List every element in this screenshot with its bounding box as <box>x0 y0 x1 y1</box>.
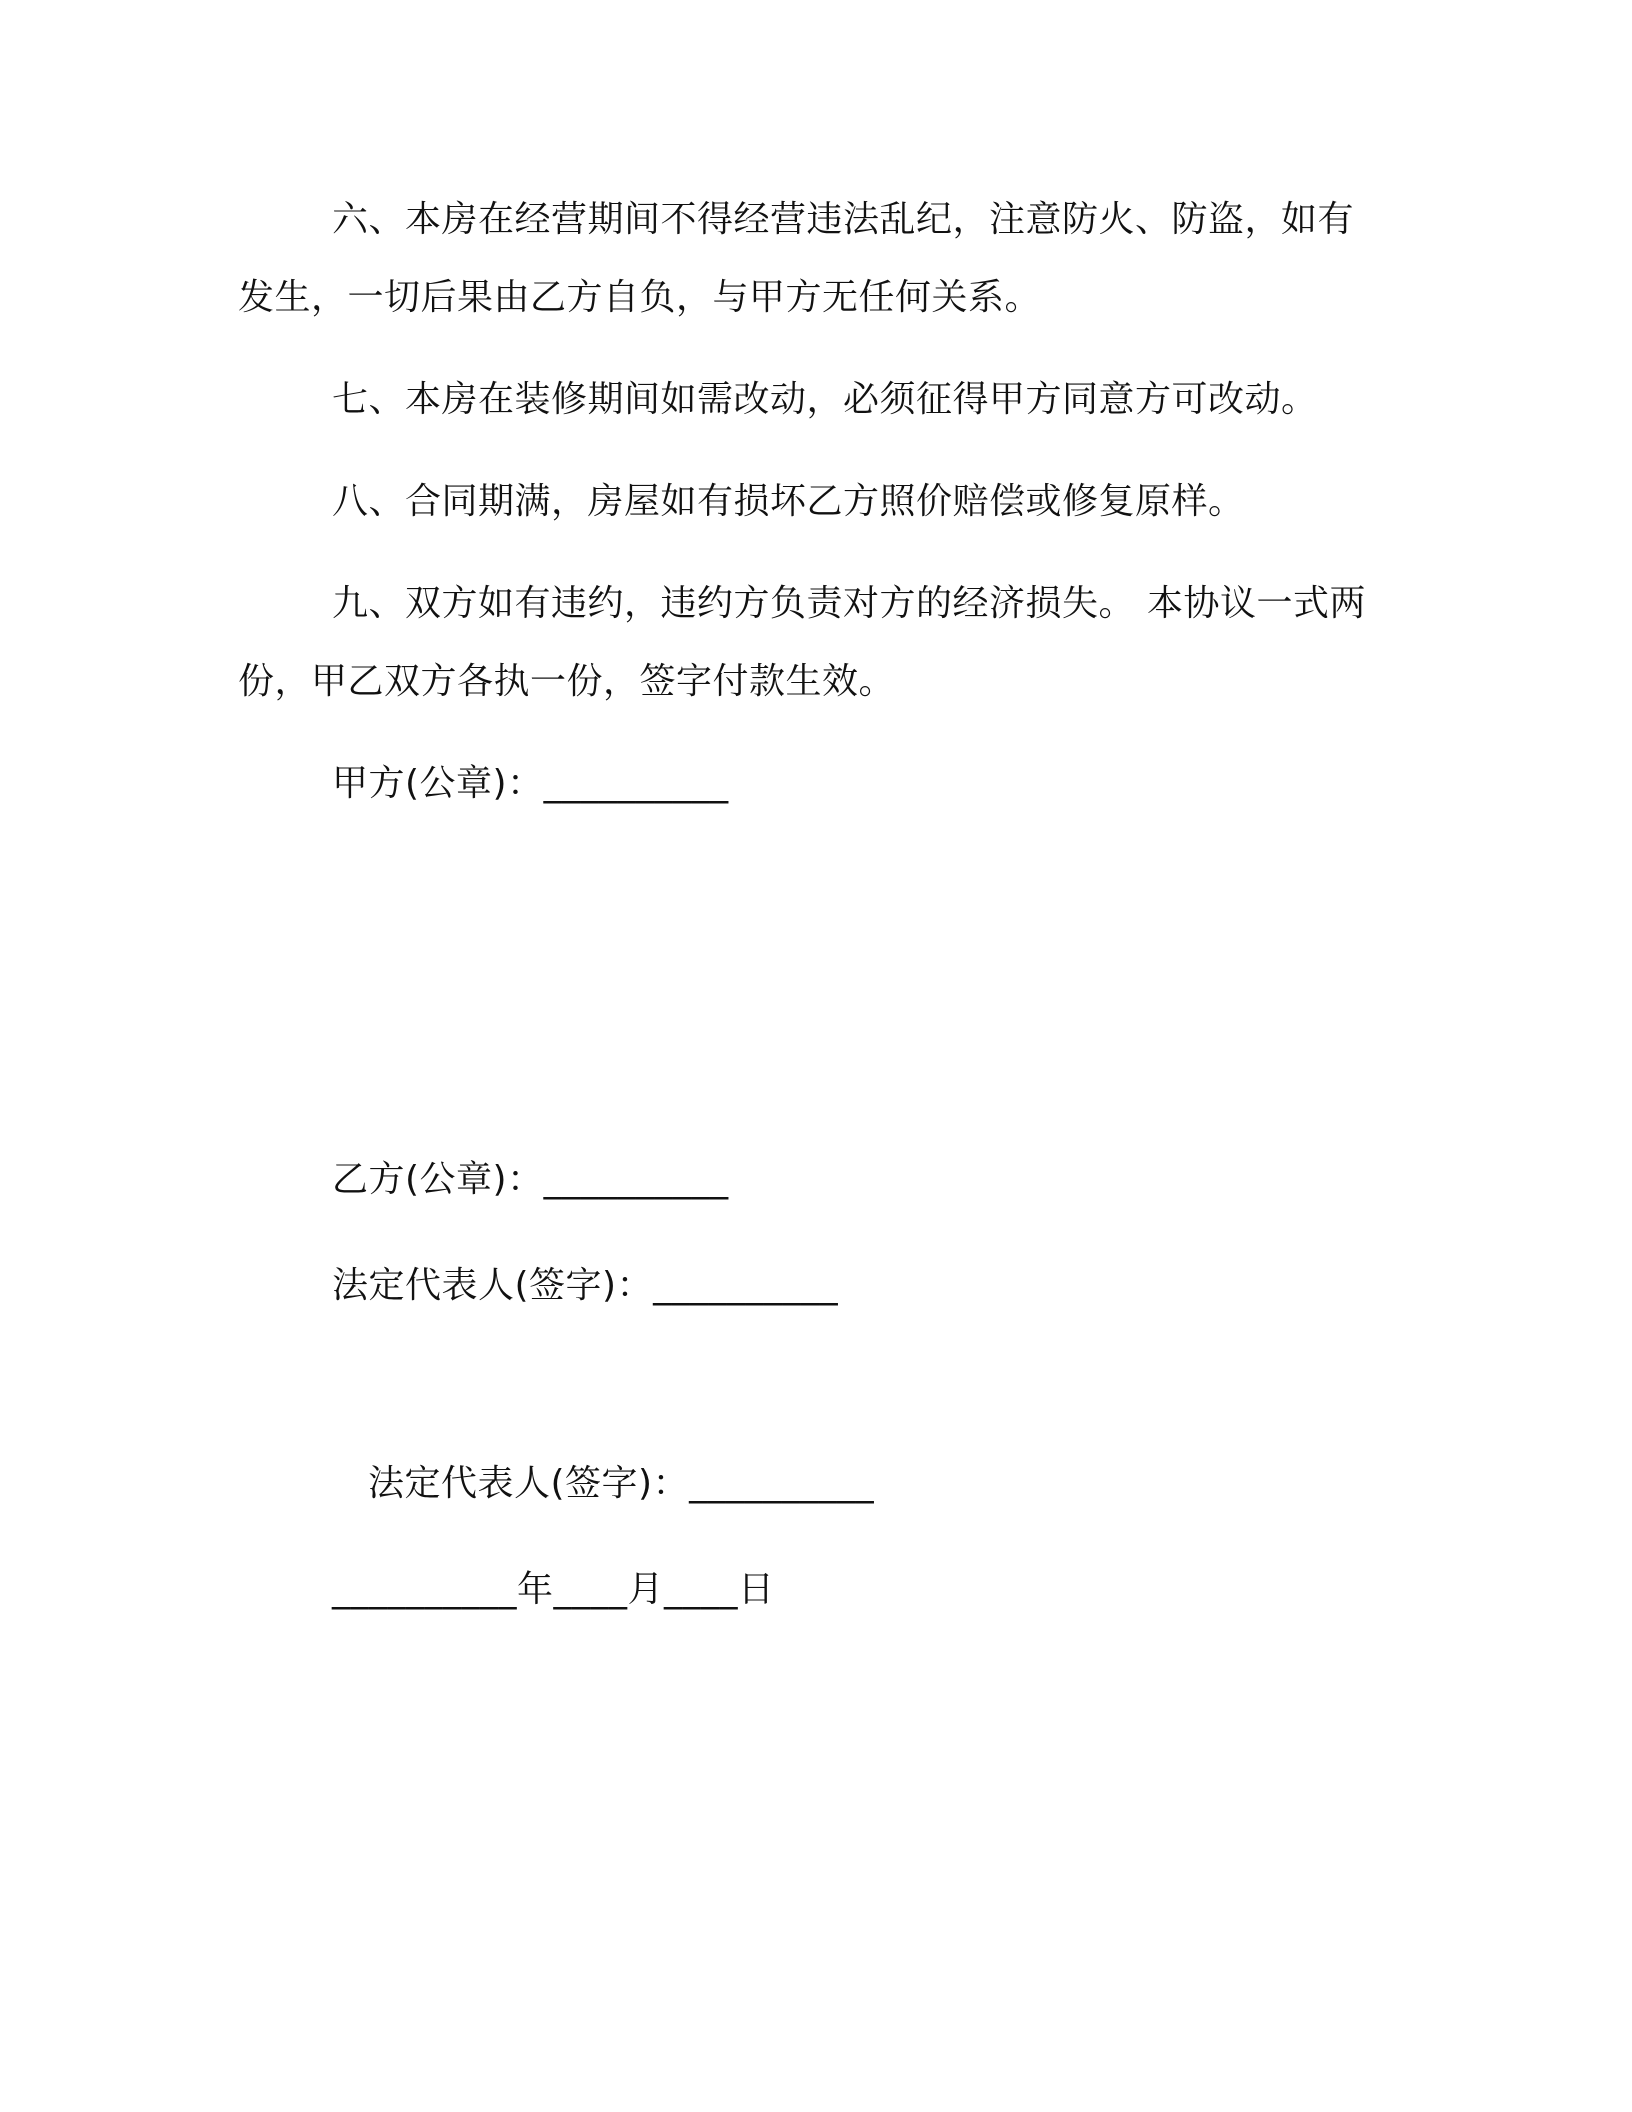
clause-seven: 七、本房在装修期间如需改动，必须征得甲方同意方可改动。 <box>332 379 1318 420</box>
clause-six-line-1: 六、本房在经营期间不得经营违法乱纪，注意防火、防盗，如有 <box>332 199 1355 240</box>
legal-rep-signature-line-2: 法定代表人(签字)：__________ <box>368 1463 875 1504</box>
legal-rep-signature-line-1: 法定代表人(签字)：__________ <box>332 1265 839 1306</box>
clause-eight: 八、合同期满，房屋如有损坏乙方照价赔偿或修复原样。 <box>332 481 1245 522</box>
clause-six-line-2: 发生，一切后果由乙方自负，与甲方无任何关系。 <box>238 277 1042 318</box>
clause-nine-line-1: 九、双方如有违约，违约方负责对方的经济损失。 本协议一式两 <box>332 583 1366 624</box>
party-a-seal-line: 甲方(公章)：__________ <box>332 763 729 804</box>
clause-nine-line-2: 份，甲乙双方各执一份，签字付款生效。 <box>238 661 896 702</box>
date-line: __________年____月____日 <box>332 1569 775 1610</box>
party-b-seal-line: 乙方(公章)：__________ <box>332 1159 729 1200</box>
